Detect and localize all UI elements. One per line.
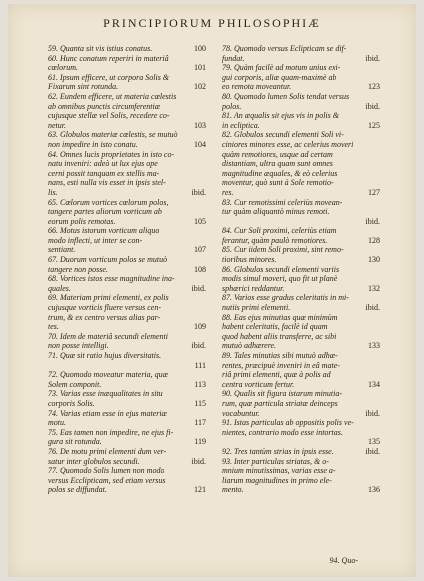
toc-entry-text: 82. Globulos secundi elementi Soli vi- <box>222 130 344 140</box>
toc-entry-text: modis simul moveri, quo fit ut planè <box>222 274 338 284</box>
toc-page-number <box>202 150 206 160</box>
toc-page-number <box>202 351 206 361</box>
toc-line <box>222 428 380 438</box>
toc-line <box>48 457 206 467</box>
toc-page-number <box>202 447 206 457</box>
toc-page-number <box>202 73 206 83</box>
toc-entry-text: 70. Idem de materiâ secundi elementi <box>48 331 168 341</box>
toc-page-number: 108 <box>194 264 206 274</box>
toc-line <box>48 140 206 150</box>
toc-line <box>48 188 206 198</box>
toc-line <box>48 437 206 447</box>
toc-page-number <box>202 409 206 419</box>
toc-line <box>222 437 380 447</box>
toc-line <box>222 303 380 313</box>
toc-entry-text: cœlorum. <box>48 63 78 73</box>
toc-page-number <box>376 399 380 409</box>
toc-page-number <box>376 44 380 54</box>
toc-line <box>222 44 380 54</box>
toc-entry-text: 81. An æqualis sit ejus vis in polis & <box>222 111 339 121</box>
toc-line <box>222 245 380 255</box>
toc-page-number: 117 <box>194 418 206 428</box>
toc-entry-text: rum, quæ particula striatæ deinceps <box>222 398 338 408</box>
toc-entry-text: ab omnibus punctis circumferentiæ <box>48 101 161 111</box>
toc-page-number <box>202 226 206 236</box>
toc-line <box>48 389 206 399</box>
toc-entry-text: 61. Ipsum efficere, ut corpora Solis & <box>48 72 170 82</box>
toc-page-number <box>202 198 206 208</box>
toc-line <box>222 380 380 390</box>
toc-page-number: 104 <box>194 139 206 149</box>
toc-page-number: 115 <box>194 398 206 408</box>
toc-line <box>222 476 380 486</box>
toc-line <box>48 54 206 64</box>
toc-line <box>48 418 206 428</box>
toc-entry-text: 76. De motu primi elementi dum ver- <box>48 446 167 456</box>
toc-entry-text: Fixarum sint rotunda. <box>48 82 119 92</box>
toc-entry-text: 71. Quæ sit ratio hujus diversitatis. <box>48 351 162 360</box>
toc-page-number <box>202 332 206 342</box>
toc-entry-text: quod habent aliis transferre, ac sibi <box>222 331 337 341</box>
toc-page-number <box>376 207 380 217</box>
toc-page-number <box>202 466 206 476</box>
toc-page-number: ibid. <box>365 53 380 63</box>
toc-line <box>48 428 206 438</box>
toc-page-number: 101 <box>194 63 206 73</box>
toc-entry-text: non posse intelligi. <box>48 341 109 351</box>
toc-entry-text: 64. Omnes lucis proprietates in isto co- <box>48 149 175 159</box>
toc-page-number: 103 <box>194 120 206 130</box>
toc-page-number <box>202 159 206 169</box>
toc-entry-text: cerni possit tanquam ex stellis ma- <box>48 168 160 178</box>
toc-page-number <box>376 457 380 467</box>
toc-line <box>48 341 206 351</box>
toc-entry-text: 67. Duorum vorticum polos se mutuò <box>48 255 168 265</box>
toc-line <box>222 351 380 361</box>
toc-line <box>222 102 380 112</box>
toc-page-number <box>202 293 206 303</box>
book-page <box>8 4 416 577</box>
toc-line <box>48 102 206 112</box>
toc-entry-text: eorum polis remotas. <box>48 216 116 226</box>
toc-page-number: ibid. <box>191 341 206 351</box>
toc-line <box>222 226 380 236</box>
toc-entry-text: modo inflecti, ut inter se con- <box>48 235 143 245</box>
toc-line <box>48 159 206 169</box>
toc-entry-text: mutuò adhærere. <box>222 341 277 351</box>
toc-page-number: 134 <box>368 379 380 389</box>
toc-page-number: ibid. <box>365 446 380 456</box>
toc-entry-text: 73. Varias esse inæqualitates in situ <box>48 389 163 399</box>
toc-line <box>222 255 380 265</box>
toc-line <box>222 370 380 380</box>
toc-line <box>222 466 380 476</box>
toc-page-number <box>202 389 206 399</box>
toc-line <box>222 140 380 150</box>
toc-line <box>48 111 206 121</box>
toc-page-number: ibid. <box>365 303 380 313</box>
toc-line <box>48 63 206 73</box>
toc-entry-text: tangere non posse. <box>48 264 108 274</box>
toc-entry-text: non impedire in isto conatu. <box>48 139 138 149</box>
catchword: 94. Quo- <box>329 556 358 565</box>
toc-line <box>48 485 206 495</box>
toc-entry-text: 80. Quomodo lumen Solis tendat versus <box>222 91 350 101</box>
toc-page-number <box>376 361 380 371</box>
toc-line <box>48 130 206 140</box>
toc-entry-text: 90. Qualis sit figura istarum minutia- <box>222 389 343 399</box>
toc-line <box>48 361 206 371</box>
toc-page-number <box>202 169 206 179</box>
toc-line <box>48 380 206 390</box>
toc-entry-text: ciniores minores esse, ac celerius moveri <box>222 139 354 149</box>
toc-line <box>48 121 206 131</box>
toc-page-number: 100 <box>194 44 206 53</box>
toc-page-number <box>376 293 380 303</box>
toc-page-number <box>202 303 206 313</box>
toc-page-number: 119 <box>194 437 206 447</box>
toc-entry-text: quales. <box>48 283 71 293</box>
toc-entry-text: liarum magnitudines in primo ele- <box>222 475 332 485</box>
toc-entry-text: cujusque vorticis fluere versus cen- <box>48 303 162 313</box>
toc-line <box>48 207 206 217</box>
toc-line <box>222 169 380 179</box>
toc-line <box>222 159 380 169</box>
toc-line <box>222 409 380 419</box>
toc-page-number <box>376 466 380 476</box>
toc-entry-text: 92. Tres tantùm strias in ipsis esse. <box>222 446 334 456</box>
toc-line <box>222 457 380 467</box>
toc-entry-text: 63. Globulos materiæ cœlestis, se mutuò <box>48 130 178 140</box>
toc-entry-text: corporis Solis. <box>48 398 95 408</box>
toc-entry-text: cujusque stellæ vel Solis, recedere co- <box>48 111 170 121</box>
toc-entry-text: 83. Cur remotissimi celeriùs movean- <box>222 197 343 207</box>
toc-line <box>222 332 380 342</box>
toc-page-number: 133 <box>368 341 380 351</box>
toc-page-number: ibid. <box>365 408 380 418</box>
toc-page-number <box>376 169 380 179</box>
toc-line <box>48 82 206 92</box>
toc-page-number <box>202 130 206 140</box>
toc-entry-text: natu inveniri: adeò ut lux ejus ope <box>48 159 158 169</box>
toc-page-number: ibid. <box>365 216 380 226</box>
toc-page-number <box>202 236 206 246</box>
toc-entry-text: ferantur, quàm paulò remotiores. <box>222 235 328 245</box>
toc-entry-text: trum, & ex centro versus alias par- <box>48 312 161 322</box>
toc-line <box>48 447 206 457</box>
toc-line <box>48 226 206 236</box>
toc-entry-text: 68. Vortices istos esse magnitudine ina- <box>48 274 175 284</box>
toc-page-number <box>202 54 206 64</box>
toc-entry-text: magnitudine æquales, & eò celerius <box>222 168 338 178</box>
toc-line <box>222 198 380 208</box>
toc-page-number <box>202 274 206 284</box>
toc-page-number <box>376 111 380 121</box>
toc-line <box>222 361 380 371</box>
toc-line <box>222 399 380 409</box>
running-head: PRINCIPIORUM PHILOSOPHIÆ <box>103 16 321 30</box>
toc-line <box>222 341 380 351</box>
toc-entry-text: sphærici reddantur. <box>222 283 285 293</box>
toc-line <box>48 303 206 313</box>
toc-line <box>222 188 380 198</box>
toc-line <box>222 389 380 399</box>
toc-entry-text: 93. Inter particulas striatas, & o- <box>222 456 329 466</box>
toc-page-number <box>202 476 206 486</box>
toc-entry-text: 72. Quomodo moveatur materia, quæ <box>48 370 168 380</box>
toc-page-number: 102 <box>194 82 206 92</box>
toc-page-number <box>376 226 380 236</box>
toc-entry-text: polos. <box>222 101 242 111</box>
toc-line <box>222 418 380 428</box>
toc-line <box>222 207 380 217</box>
toc-line <box>222 313 380 323</box>
toc-entry-text: centra vorticum fertur. <box>222 379 295 389</box>
toc-entry-text: vocabuntur. <box>222 408 260 418</box>
toc-entry-text: eo remota moveantur. <box>222 82 292 92</box>
toc-line <box>222 111 380 121</box>
toc-page-number: 111 <box>194 360 206 370</box>
toc-entry-text: motu. <box>48 418 66 428</box>
toc-line <box>48 476 206 486</box>
toc-line <box>48 44 206 54</box>
toc-line <box>222 284 380 294</box>
toc-entry-text: polos se diffundat. <box>48 485 107 495</box>
toc-line <box>48 332 206 342</box>
toc-line <box>222 82 380 92</box>
toc-page-number <box>376 274 380 284</box>
toc-line <box>48 255 206 265</box>
toc-page-number: 105 <box>194 216 206 226</box>
toc-page-number: 109 <box>194 322 206 332</box>
toc-line <box>222 73 380 83</box>
toc-page-number <box>376 265 380 275</box>
toc-line <box>48 198 206 208</box>
toc-page-number: 123 <box>368 82 380 92</box>
toc-line <box>48 293 206 303</box>
toc-line <box>48 370 206 380</box>
toc-line <box>222 236 380 246</box>
toc-entry-text: 75. Eas tamen non impedire, ne ejus fi- <box>48 427 174 437</box>
toc-line <box>48 265 206 275</box>
toc-entry-text: res. <box>222 187 234 197</box>
toc-entry-text: 59. Quanta sit vis istius conatus. <box>48 44 153 53</box>
toc-page-number: 127 <box>368 187 380 197</box>
toc-line <box>222 293 380 303</box>
toc-entry-text: netur. <box>48 120 66 130</box>
toc-entry-text: tes. <box>48 322 59 332</box>
toc-entry-text: nientes, contrario modo esse intortas. <box>222 427 343 437</box>
toc-line <box>48 92 206 102</box>
toc-page-number: 113 <box>194 379 206 389</box>
toc-line <box>222 150 380 160</box>
toc-page-number <box>376 245 380 255</box>
toc-entry-text: rentes, præcipuè inveniri in eâ mate- <box>222 360 340 370</box>
toc-entry-text: distantiam, ultra quam sunt omnes <box>222 159 333 169</box>
toc-page-number <box>376 313 380 323</box>
toc-line <box>48 322 206 332</box>
toc-entry-text: 91. Istas particulas ab oppositis polis ve- <box>222 418 354 428</box>
toc-page-number <box>202 428 206 438</box>
toc-page-number <box>376 73 380 83</box>
toc-page-number: ibid. <box>191 283 206 293</box>
toc-line <box>48 351 206 361</box>
toc-entry-text: tioribus minores. <box>222 255 277 265</box>
toc-page-number <box>376 389 380 399</box>
toc-page-number <box>376 332 380 342</box>
toc-page-number <box>376 63 380 73</box>
toc-page-number <box>202 102 206 112</box>
toc-entry-text: quàm remotiores, usque ad certam <box>222 149 333 159</box>
toc-page-number: 125 <box>368 120 380 130</box>
toc-page-number <box>376 418 380 428</box>
toc-entry-text: in ecliptica. <box>222 120 260 130</box>
toc-entry-text: 77. Quomodo Solis lumen non modo <box>48 466 165 476</box>
toc-line <box>222 130 380 140</box>
toc-line <box>48 466 206 476</box>
toc-page-number <box>376 322 380 332</box>
toc-line <box>48 409 206 419</box>
toc-page-number <box>376 198 380 208</box>
toc-entry-text: 84. Cur Soli proximi, celeriùs etiam <box>222 226 337 236</box>
toc-line <box>48 150 206 160</box>
toc-page-number <box>376 92 380 102</box>
toc-line <box>48 178 206 188</box>
toc-page-number <box>376 178 380 188</box>
toc-page-number <box>376 150 380 160</box>
toc-entry-text: habent celeritatis, facilè id quam <box>222 322 328 332</box>
toc-page-number: 121 <box>194 485 206 495</box>
toc-entry-text: tur quàm aliquantò minus remoti. <box>222 207 330 217</box>
toc-entry-text: 69. Materiam primi elementi, ex polis <box>48 293 169 303</box>
toc-page-number: 130 <box>368 255 380 265</box>
toc-page-number <box>202 255 206 265</box>
toc-line <box>222 178 380 188</box>
toc-page-number <box>202 178 206 188</box>
toc-line <box>48 399 206 409</box>
toc-page-number <box>202 111 206 121</box>
toc-entry-text: mento. <box>222 485 244 495</box>
toc-entry-text: 85. Cur iidem Soli proximi, sint remo- <box>222 245 344 255</box>
toc-entry-text: gui corporis, aliæ quam-maximè ab <box>222 72 337 82</box>
toc-entry-text: 89. Tales minutias sibi mutuò adhæ- <box>222 351 338 360</box>
toc-line <box>48 236 206 246</box>
left-column <box>48 44 206 495</box>
toc-entry-text: lis. <box>48 187 58 197</box>
toc-entry-text: mnium minutissimas, varias esse a- <box>222 466 336 476</box>
toc-line <box>222 92 380 102</box>
toc-entry-text: nans, esti nulla vis esset in ipsis stel- <box>48 178 166 188</box>
toc-line <box>48 217 206 227</box>
toc-line <box>48 169 206 179</box>
toc-page-number <box>376 428 380 438</box>
toc-line <box>48 73 206 83</box>
toc-line <box>222 274 380 284</box>
toc-line <box>48 284 206 294</box>
toc-page-number: 132 <box>368 283 380 293</box>
toc-page-number <box>202 207 206 217</box>
toc-entry-text: 66. Motus istorum vorticum aliquo <box>48 226 160 236</box>
toc-page-number <box>376 476 380 486</box>
toc-line <box>222 322 380 332</box>
toc-line <box>222 217 380 227</box>
toc-entry-text: satur inter globulos secundi. <box>48 456 140 466</box>
toc-page-number <box>376 370 380 380</box>
toc-page-number <box>202 370 206 380</box>
toc-entry-text: tangere partes aliorum vorticum ab <box>48 207 162 217</box>
toc-page-number: 107 <box>194 245 206 255</box>
toc-entry-text: Solem componit. <box>48 379 102 389</box>
toc-entry-text: riâ primi elementi, quæ à polis ad <box>222 370 331 380</box>
toc-line <box>222 54 380 64</box>
toc-entry-text: 88. Eas ejus minutias quæ minimùm <box>222 312 338 322</box>
toc-page-number: ibid. <box>365 101 380 111</box>
toc-entry-text: moventur, quò sunt à Sole remotio- <box>222 178 334 188</box>
toc-entry-text: 60. Hunc conatum reperiri in materiâ <box>48 53 169 63</box>
toc-page-number <box>376 159 380 169</box>
toc-page-number <box>376 351 380 361</box>
toc-entry-text: 74. Varias etiam esse in ejus materiæ <box>48 408 167 418</box>
toc-page-number: 135 <box>368 437 380 447</box>
toc-page-number: ibid. <box>191 187 206 197</box>
toc-entry-text: 79. Quàm facilè ad motum unius exi- <box>222 63 341 73</box>
toc-line <box>222 485 380 495</box>
toc-line <box>48 245 206 255</box>
toc-line <box>222 121 380 131</box>
toc-page-number <box>202 313 206 323</box>
toc-page-number: 136 <box>368 485 380 495</box>
toc-line <box>48 313 206 323</box>
toc-page-number: 128 <box>368 235 380 245</box>
toc-entry-text: 86. Globulos secundi elementi variis <box>222 264 340 274</box>
toc-entry-text: gura sit rotunda. <box>48 437 102 447</box>
toc-page-number: ibid. <box>191 456 206 466</box>
toc-entry-text: 78. Quomodo versus Eclipticam se dif- <box>222 44 347 53</box>
toc-page-number <box>376 140 380 150</box>
toc-line <box>222 447 380 457</box>
toc-line <box>222 63 380 73</box>
toc-page-number <box>202 92 206 102</box>
toc-entry-text: 87. Varios esse gradus celeritatis in mi- <box>222 293 349 303</box>
toc-line <box>48 274 206 284</box>
right-column <box>222 44 380 495</box>
toc-entry-text: nutiis primi elementi. <box>222 303 291 313</box>
toc-entry-text: 62. Eundem efficere, ut materia cœlestis <box>48 91 177 101</box>
toc-page-number <box>376 130 380 140</box>
toc-line <box>222 265 380 275</box>
toc-entry-text: sentiant. <box>48 245 76 255</box>
toc-entry-text: 65. Cœlorum vortices cœlorum polos, <box>48 197 169 207</box>
toc-entry-text: fundat. <box>222 53 245 63</box>
toc-entry-text: versus Ecclipticam, sed etiam versus <box>48 475 166 485</box>
